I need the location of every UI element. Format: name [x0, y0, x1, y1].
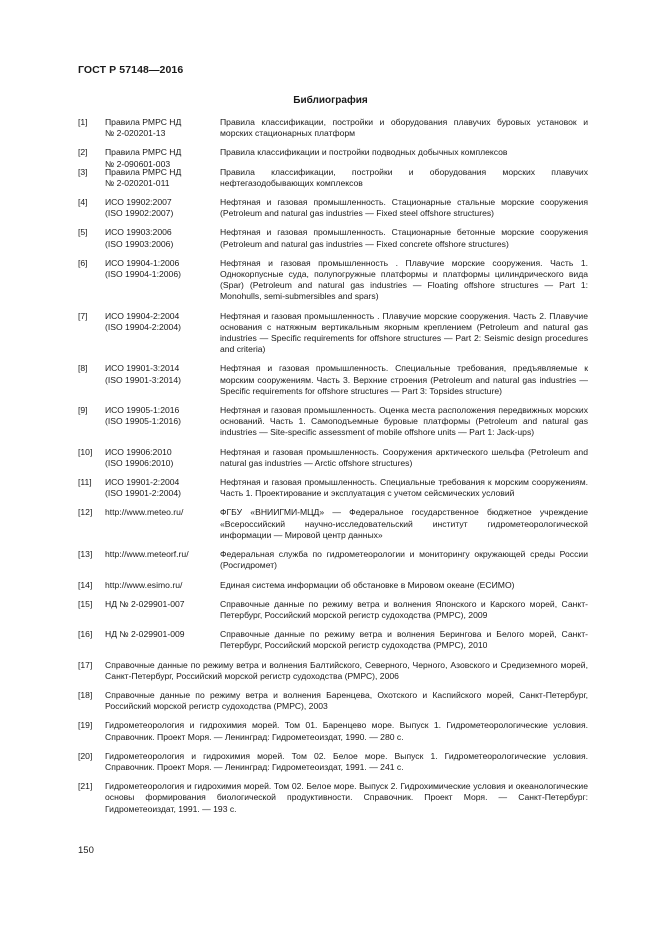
entry-code: НД № 2-029901-009	[105, 629, 185, 640]
entry-code: ИСО 19903:2006 (ISO 19903:2006)	[105, 227, 174, 249]
bibliography-entry	[78, 117, 588, 139]
entry-number: [2]	[78, 147, 88, 158]
entry-number: [11]	[78, 477, 92, 488]
entry-text: ФГБУ «ВНИИГМИ-МЦД» — Федеральное государственное бюджетное учреждение «Всероссийский научно-исследовательский институт гидрометеорологической информации — Мировой центр данных»	[220, 507, 588, 540]
entry-text: Нефтяная и газовая промышленность. Специальные требования к морским сооружениям. Часть 1. Проектирование и эксплуатация с учетом сейсмических условий	[220, 477, 588, 499]
entry-text: Нефтяная и газовая промышленность . Плавучие морские сооружения. Часть 2. Плавучие основания с натяжным вертикальным якорным креплением (Petroleum and natural gas industries — Specific requirements for offshore structures — Part 2: Seismic design procedures and criteria)	[220, 310, 588, 355]
bibliography-entry	[78, 660, 588, 682]
entry-text: Нефтяная и газовая промышленность. Оценка места расположения передвижных морских оснований. Часть 1. Самоподъемные буровые платформы (Petroleum and natural gas industries — Site-specific assessment of mobile offshore units — Part 1: Jack-ups)	[220, 405, 588, 438]
entry-text: Единая система информации об обстановке в Мировом океане (ЕСИМО)	[220, 579, 515, 590]
entry-code: Правила РМРС НД № 2-020201-13	[105, 117, 182, 139]
entry-text: Федеральная служба по гидрометеорологии и мониторингу окружающей среды России (Росгидромет)	[220, 549, 588, 571]
entry-text: Нефтяная и газовая промышленность. Стационарные бетонные морские сооружения (Petroleum and natural gas industries — Fixed concrete offshore structures)	[220, 227, 588, 249]
bibliography-entry	[78, 507, 588, 541]
entry-code: ИСО 19905-1:2016 (ISO 19905-1:2016)	[105, 405, 181, 427]
bibliography-entry	[78, 720, 588, 742]
entry-text: Справочные данные по режиму ветра и волнения Берингова и Белого морей, Санкт-Петербург, Российский морской регистр судоходства (РМРС), 2010	[220, 629, 588, 651]
entry-number: [8]	[78, 363, 88, 374]
entry-text: Гидрометеорология и гидрохимия морей. Том 02. Белое море. Выпуск 2. Гидрохимические условия и океанологические основы формирования биологической продуктивности. Справочник. Проект Моря. — Санкт-Петербург: Гидрометеоиздат, 1991. — 193 с.	[105, 781, 588, 814]
bibliography-entry	[78, 227, 588, 249]
entry-number: [21]	[78, 781, 93, 792]
entry-text: Правила классификации, постройки и оборудования плавучих буровых установок и морских стационарных платформ	[220, 117, 588, 139]
entry-code: ИСО 19901-3:2014 (ISO 19901-3:2014)	[105, 363, 181, 385]
bibliography-entry	[78, 599, 588, 621]
entry-text: Нефтяная и газовая промышленность. Сооружения арктического шельфа (Petroleum and natural gas industries — Arctic offshore structures)	[220, 446, 588, 468]
bibliography-entry	[78, 477, 588, 499]
entry-text: Справочные данные по режиму ветра и волнения Японского и Карского морей, Санкт-Петербург, Российский морской регистр судоходства (РМРС), 2009	[220, 598, 588, 620]
entry-number: [20]	[78, 750, 93, 761]
entry-code: ИСО 19904-2:2004 (ISO 19904-2:2004)	[105, 310, 181, 332]
entry-text: Правила классификации, постройки и оборудования морских плавучих нефтегазодобывающих комплексов	[220, 166, 588, 188]
entry-code: ИСО 19901-2:2004 (ISO 19901-2:2004)	[105, 477, 181, 499]
entry-number: [16]	[78, 629, 93, 640]
entry-number: [6]	[78, 257, 88, 268]
entry-number: [5]	[78, 227, 88, 238]
entry-number: [15]	[78, 598, 93, 609]
entry-number: [7]	[78, 310, 88, 321]
bibliography-entry	[78, 751, 588, 773]
entry-text: Справочные данные по режиму ветра и волнения Баренцева, Охотского и Каспийского морей, Санкт-Петербург, Российский морской регистр судоходства (РМРС), 2003	[105, 689, 588, 712]
entry-text: Правила классификации и постройки подводных добычных комплексов	[220, 147, 508, 158]
bibliography-entry	[78, 197, 588, 219]
bibliography-title: Библиография	[293, 95, 368, 106]
entry-number: [14]	[78, 579, 93, 590]
entry-code: http://www.meteorf.ru/	[105, 549, 189, 560]
bibliography-entry	[78, 447, 588, 469]
entry-code: Правила РМРС НД № 2-090601-003	[105, 147, 182, 169]
entry-number: [3]	[78, 166, 88, 177]
bibliography-entry	[78, 167, 588, 189]
bibliography-entry	[78, 549, 588, 571]
bibliography-entry	[78, 781, 588, 815]
entry-code: http://www.esimo.ru/	[105, 579, 183, 590]
entry-text: Нефтяная и газовая промышленность . Плавучие морские сооружения. Часть 1. Однокорпусные суда, полупогружные платформы и платформы цилиндрического вида (Spar) (Petroleum and natural gas industries — Floating offshore structures — Part 1: Monohulls, semi-submersibles and spars)	[220, 257, 588, 302]
entry-code: http://www.meteo.ru/	[105, 507, 184, 518]
bibliography-entry	[78, 629, 588, 651]
bibliography-entry	[78, 690, 588, 712]
entry-number: [13]	[78, 549, 93, 560]
page-number: 150	[78, 845, 94, 856]
entry-number: [18]	[78, 689, 93, 700]
entry-number: [1]	[78, 117, 88, 127]
entry-number: [19]	[78, 720, 93, 731]
entry-number: [17]	[78, 659, 93, 670]
entry-number: [9]	[78, 405, 88, 416]
entry-text: Нефтяная и газовая промышленность. Специальные требования, предъявляемые к морским сооружениям. Часть 3. Верхние строения (Petroleum and natural gas industries — Specific requirements for offshore structures — Part 3: Topsides structure)	[220, 363, 588, 396]
bibliography-entry	[78, 258, 588, 303]
entry-number: [4]	[78, 197, 88, 208]
entry-code: НД № 2-029901-007	[105, 598, 185, 609]
entry-text: Нефтяная и газовая промышленность. Стационарные стальные морские сооружения (Petroleum and natural gas industries — Fixed steel offshore structures)	[220, 197, 588, 219]
bibliography-entry	[78, 311, 588, 356]
bibliography-entry	[78, 363, 588, 397]
entry-code: ИСО 19906:2010 (ISO 19906:2010)	[105, 446, 174, 468]
entry-code: ИСО 19904-1:2006 (ISO 19904-1:2006)	[105, 257, 181, 280]
bibliography-list	[78, 117, 588, 823]
standard-header: ГОСТ Р 57148—2016	[78, 64, 184, 76]
entry-number: [10]	[78, 446, 93, 457]
entry-text: Справочные данные по режиму ветра и волнения Балтийского, Северного, Черного, Азовского и Средиземного морей, Санкт-Петербург, Российский морской регистр судоходства (РМРС), 2006	[105, 659, 588, 681]
entry-text: Гидрометеорология и гидрохимия морей. Том 01. Баренцево море. Выпуск 1. Гидрометеорологические условия. Справочник. Проект Моря. — Ленинград: Гидрометеоиздат, 1990. — 280 с.	[105, 720, 588, 742]
entry-code: Правила РМРС НД № 2-020201-011	[105, 166, 182, 188]
bibliography-entry	[78, 580, 588, 591]
bibliography-entry	[78, 405, 588, 439]
entry-number: [12]	[78, 507, 93, 518]
entry-code: ИСО 19902:2007 (ISO 19902:2007)	[105, 197, 174, 219]
bibliography-entry	[78, 147, 588, 169]
entry-text: Гидрометеорология и гидрохимия морей. Том 02. Белое море. Выпуск 1. Гидрометеорологические условия. Справочник. Проект Моря. — Ленинград: Гидрометеоиздат, 1991. — 241 с.	[105, 750, 588, 772]
